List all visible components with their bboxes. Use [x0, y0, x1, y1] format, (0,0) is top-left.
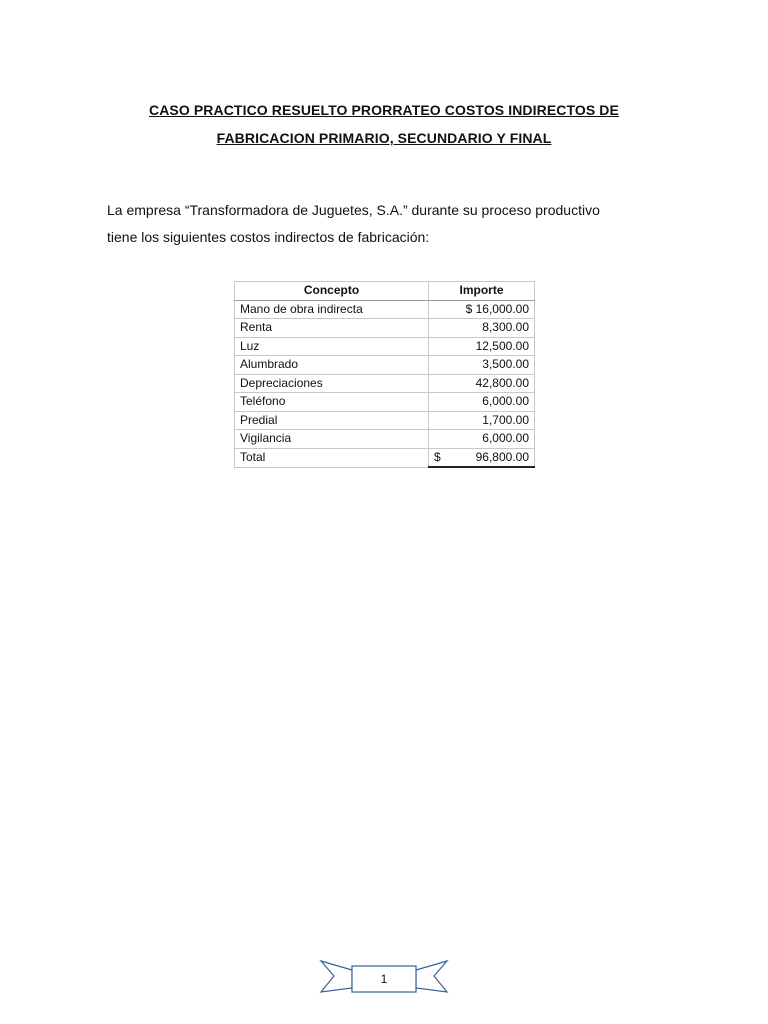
row-concepto: Alumbrado: [235, 356, 429, 375]
page-number-ribbon: [318, 958, 450, 1000]
table-row: [235, 356, 535, 375]
document-title-line-1: CASO PRACTICO RESUELTO PRORRATEO COSTOS INDIRECTOS DE: [149, 102, 619, 118]
table-row: [235, 337, 535, 356]
row-importe: 6,000.00: [429, 430, 535, 449]
intro-paragraph-line-2: tiene los siguientes costos indirectos de fabricación:: [107, 229, 430, 245]
row-concepto: Renta: [235, 319, 429, 338]
row-concepto: Predial: [235, 411, 429, 430]
document-title-line-2: FABRICACION PRIMARIO, SECUNDARIO Y FINAL: [216, 130, 552, 146]
row-importe: 12,500.00: [429, 337, 535, 356]
row-concepto: Depreciaciones: [235, 374, 429, 393]
table-row: [235, 393, 535, 412]
row-importe: 1,700.00: [429, 411, 535, 430]
row-importe: 6,000.00: [429, 393, 535, 412]
table-row: [235, 300, 535, 319]
total-label: Total: [235, 448, 429, 467]
intro-paragraph-line-1: La empresa “Transformadora de Juguetes, S.A.” durante su proceso productivo: [107, 202, 600, 218]
row-concepto: Mano de obra indirecta: [235, 300, 429, 319]
table-row: [235, 319, 535, 338]
table-row: [235, 411, 535, 430]
table-header-row: [235, 282, 535, 301]
total-row: [235, 448, 535, 467]
row-importe: 8,300.00: [429, 319, 535, 338]
header-concepto: Concepto: [235, 282, 429, 301]
table-row: [235, 430, 535, 449]
total-amount-cell: [429, 448, 535, 467]
table-row: [235, 374, 535, 393]
row-concepto: Vigilancia: [235, 430, 429, 449]
total-currency-symbol: $: [434, 449, 441, 464]
row-concepto: Luz: [235, 337, 429, 356]
row-importe: 42,800.00: [429, 374, 535, 393]
row-importe: 3,500.00: [429, 356, 535, 375]
row-importe: $ 16,000.00: [429, 300, 535, 319]
page-number: 1: [380, 972, 388, 986]
indirect-costs-table: [234, 281, 535, 468]
row-concepto: Teléfono: [235, 393, 429, 412]
total-amount: 96,800.00: [475, 449, 529, 464]
header-importe: Importe: [429, 282, 535, 301]
